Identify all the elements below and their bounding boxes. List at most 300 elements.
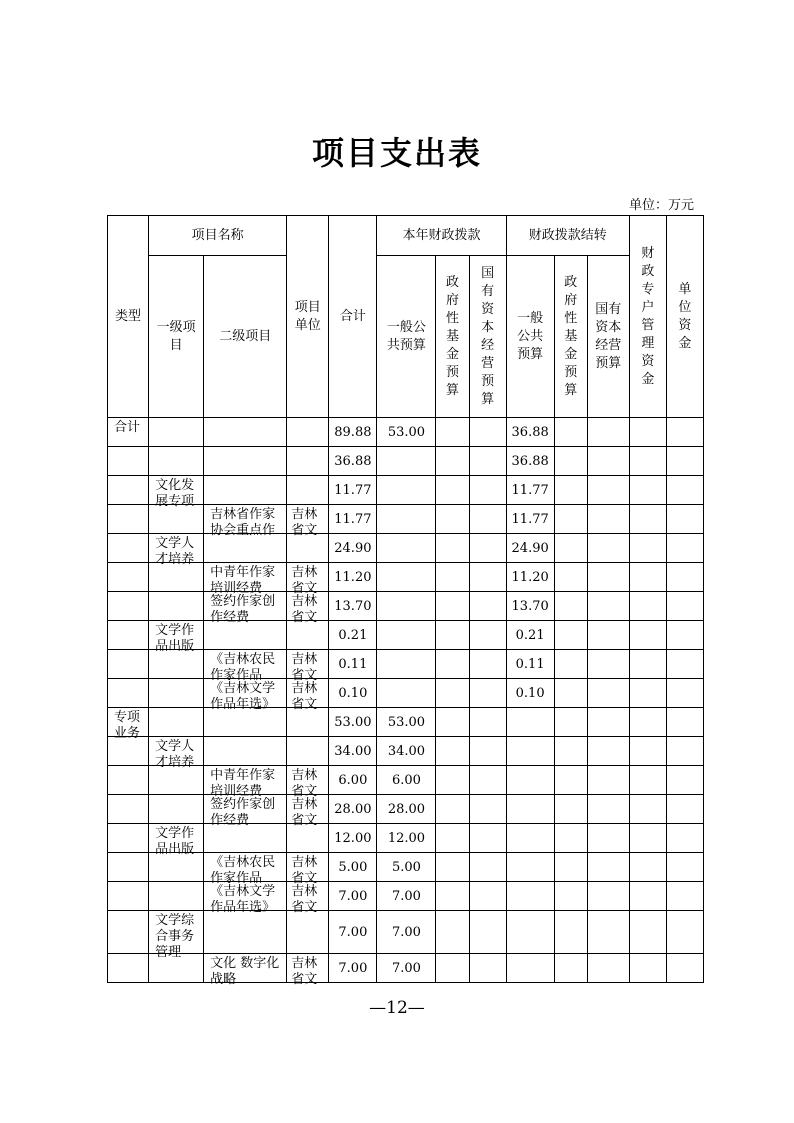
cell-state-capital bbox=[469, 679, 506, 708]
cell-carry-gov-fund bbox=[554, 954, 587, 983]
cell-general-budget bbox=[377, 679, 436, 708]
cell-unit-text bbox=[291, 449, 328, 473]
cell-general-budget bbox=[377, 476, 436, 505]
cell-level2 bbox=[204, 476, 287, 505]
cell-unit-fund bbox=[666, 911, 703, 954]
cell-general-budget bbox=[377, 505, 436, 534]
cell-gov-fund bbox=[436, 447, 469, 476]
cell-carry-gov-fund bbox=[554, 795, 587, 824]
cell-type bbox=[108, 476, 149, 505]
cell-unit-text: 吉林省文 bbox=[291, 594, 318, 625]
cell-unit-fund bbox=[666, 737, 703, 766]
cell-total: 11.20 bbox=[329, 563, 377, 592]
cell-unit-fund bbox=[666, 679, 703, 708]
cell-unit bbox=[287, 795, 329, 828]
table-row bbox=[108, 563, 704, 592]
cell-carry-state-capital bbox=[587, 418, 629, 447]
cell-level1-text bbox=[155, 594, 203, 618]
cell-carry-gov-fund bbox=[554, 679, 587, 708]
cell-special-fund bbox=[629, 592, 666, 621]
cell-gov-fund bbox=[436, 563, 469, 592]
cell-carry-state-capital bbox=[587, 954, 629, 983]
table-row bbox=[108, 592, 704, 621]
cell-level2-text bbox=[210, 913, 286, 951]
cell-unit bbox=[287, 853, 329, 886]
cell-general-budget: 53.00 bbox=[377, 708, 436, 737]
cell-carry-general bbox=[506, 824, 554, 853]
cell-carry-state-capital bbox=[587, 882, 629, 911]
cell-level1-text: 文学综合事务管理 bbox=[155, 913, 195, 960]
cell-total: 7.00 bbox=[329, 911, 377, 954]
header-current-year: 本年财政拨款 bbox=[377, 216, 506, 256]
table-row bbox=[108, 737, 704, 766]
cell-type-text bbox=[114, 826, 148, 850]
cell-total: 7.00 bbox=[329, 882, 377, 911]
cell-total: 0.11 bbox=[329, 650, 377, 679]
cell-carry-state-capital bbox=[587, 621, 629, 650]
cell-total: 0.10 bbox=[329, 679, 377, 708]
header-level2: 二级项目 bbox=[204, 256, 287, 418]
project-expenditure-table bbox=[107, 215, 704, 987]
cell-carry-general: 24.90 bbox=[506, 534, 554, 563]
cell-general-budget: 53.00 bbox=[377, 418, 436, 447]
cell-unit bbox=[287, 592, 329, 625]
header-project-name: 项目名称 bbox=[149, 216, 287, 256]
cell-type-text bbox=[114, 507, 148, 531]
cell-total: 11.77 bbox=[329, 505, 377, 534]
cell-level1-text: 文学作品出版 bbox=[155, 623, 195, 654]
cell-unit-fund bbox=[666, 534, 703, 563]
cell-state-capital bbox=[469, 737, 506, 766]
cell-gov-fund bbox=[436, 679, 469, 708]
table-row bbox=[108, 679, 704, 708]
cell-level2-text: 签约作家创作经费 bbox=[210, 594, 276, 625]
cell-state-capital bbox=[469, 534, 506, 563]
cell-type bbox=[108, 911, 149, 954]
cell-carry-general: 36.88 bbox=[506, 447, 554, 476]
cell-level1-text bbox=[155, 855, 203, 879]
table-row bbox=[108, 650, 704, 679]
cell-type-text bbox=[114, 623, 148, 647]
cell-state-capital bbox=[469, 592, 506, 621]
cell-level2-text: 《吉林农民作家作品 bbox=[210, 652, 276, 683]
cell-carry-state-capital bbox=[587, 650, 629, 679]
cell-level2-text: 吉林省作家协会重点作 bbox=[210, 507, 276, 538]
cell-unit-text: 吉林省文 bbox=[291, 884, 318, 915]
cell-special-fund bbox=[629, 650, 666, 679]
cell-state-capital bbox=[469, 708, 506, 737]
cell-general-budget bbox=[377, 650, 436, 679]
cell-level2-text: 《吉林农民作家作品 bbox=[210, 855, 276, 886]
cell-level2-text: 《吉林文学作品年选》 bbox=[210, 681, 276, 712]
table-row bbox=[108, 824, 704, 853]
cell-carry-general bbox=[506, 766, 554, 795]
cell-unit-fund bbox=[666, 621, 703, 650]
cell-carry-gov-fund bbox=[554, 882, 587, 911]
cell-special-fund bbox=[629, 882, 666, 911]
cell-carry-state-capital bbox=[587, 824, 629, 853]
table-row bbox=[108, 476, 704, 505]
cell-type-text bbox=[114, 652, 148, 676]
cell-gov-fund bbox=[436, 853, 469, 882]
cell-level2-text bbox=[210, 449, 286, 473]
cell-special-fund bbox=[629, 737, 666, 766]
table-row bbox=[108, 534, 704, 563]
cell-carry-gov-fund bbox=[554, 650, 587, 679]
cell-type-text bbox=[114, 884, 148, 908]
cell-carry-general: 11.77 bbox=[506, 476, 554, 505]
cell-type bbox=[108, 708, 149, 741]
cell-unit-fund bbox=[666, 882, 703, 911]
page-title: 项目支出表 bbox=[311, 134, 482, 172]
cell-carry-general: 11.20 bbox=[506, 563, 554, 592]
header-general-budget: 一般公共预算 bbox=[377, 256, 436, 418]
cell-special-fund bbox=[629, 418, 666, 447]
cell-carry-state-capital bbox=[587, 476, 629, 505]
cell-general-budget: 7.00 bbox=[377, 882, 436, 911]
cell-carry-general: 0.10 bbox=[506, 679, 554, 708]
cell-unit-fund bbox=[666, 418, 703, 447]
cell-level2-text: 文化 数字化战略 bbox=[210, 956, 280, 987]
cell-level2 bbox=[204, 650, 287, 683]
cell-level1 bbox=[149, 418, 204, 447]
cell-unit-text bbox=[291, 536, 328, 560]
cell-level1 bbox=[149, 679, 204, 708]
cell-general-budget bbox=[377, 592, 436, 621]
cell-gov-fund bbox=[436, 592, 469, 621]
cell-type-text bbox=[114, 956, 148, 980]
table-row bbox=[108, 911, 704, 954]
cell-total: 11.77 bbox=[329, 476, 377, 505]
cell-level2 bbox=[204, 882, 287, 915]
cell-carry-gov-fund bbox=[554, 766, 587, 795]
cell-unit-text bbox=[291, 826, 328, 850]
cell-gov-fund bbox=[436, 737, 469, 766]
cell-level2 bbox=[204, 505, 287, 538]
cell-carry-general: 0.11 bbox=[506, 650, 554, 679]
cell-level1-text bbox=[155, 681, 203, 705]
header-unit-fund: 单位资金 bbox=[666, 216, 703, 418]
cell-type bbox=[108, 505, 149, 534]
cell-level1-text bbox=[155, 768, 203, 792]
cell-level2-text bbox=[210, 536, 286, 560]
table-row bbox=[108, 505, 704, 534]
cell-state-capital bbox=[469, 563, 506, 592]
cell-unit-fund bbox=[666, 824, 703, 853]
cell-unit bbox=[287, 766, 329, 799]
cell-unit bbox=[287, 679, 329, 712]
cell-state-capital bbox=[469, 476, 506, 505]
cell-special-fund bbox=[629, 766, 666, 795]
cell-level1 bbox=[149, 534, 204, 567]
cell-carry-gov-fund bbox=[554, 476, 587, 505]
cell-type-text bbox=[114, 739, 148, 763]
cell-total: 7.00 bbox=[329, 954, 377, 983]
table-row bbox=[108, 708, 704, 737]
cell-total: 28.00 bbox=[329, 795, 377, 824]
header-special-fund: 财政专户管理资金 bbox=[629, 216, 666, 418]
cell-special-fund bbox=[629, 679, 666, 708]
cell-type bbox=[108, 447, 149, 476]
cell-carry-state-capital bbox=[587, 505, 629, 534]
cell-unit bbox=[287, 954, 329, 987]
cell-type-text bbox=[114, 594, 148, 618]
cell-type bbox=[108, 418, 149, 447]
cell-unit bbox=[287, 911, 329, 954]
table-row bbox=[108, 882, 704, 911]
header-project-unit: 项目单位 bbox=[287, 216, 329, 418]
cell-carry-gov-fund bbox=[554, 737, 587, 766]
cell-level2 bbox=[204, 766, 287, 799]
cell-type bbox=[108, 534, 149, 563]
cell-level2-text: 签约作家创作经费 bbox=[210, 797, 276, 828]
cell-carry-gov-fund bbox=[554, 824, 587, 853]
cell-carry-general bbox=[506, 954, 554, 983]
cell-general-budget bbox=[377, 534, 436, 563]
cell-level2 bbox=[204, 737, 287, 766]
cell-general-budget: 6.00 bbox=[377, 766, 436, 795]
cell-level2-text: 《吉林文学作品年选》 bbox=[210, 884, 276, 915]
cell-state-capital bbox=[469, 766, 506, 795]
cell-total: 34.00 bbox=[329, 737, 377, 766]
cell-carry-state-capital bbox=[587, 853, 629, 882]
cell-level1-text: 文化发展专项 bbox=[155, 478, 195, 509]
cell-total: 24.90 bbox=[329, 534, 377, 563]
cell-general-budget bbox=[377, 447, 436, 476]
cell-unit-text: 吉林省文 bbox=[291, 956, 318, 987]
cell-type bbox=[108, 853, 149, 882]
cell-unit-text bbox=[291, 478, 328, 502]
cell-carry-gov-fund bbox=[554, 911, 587, 954]
cell-level1 bbox=[149, 447, 204, 476]
cell-unit-fund bbox=[666, 766, 703, 795]
cell-level1-text: 文学作品出版 bbox=[155, 826, 195, 857]
cell-unit-fund bbox=[666, 708, 703, 737]
cell-type-text bbox=[114, 797, 148, 821]
cell-level2 bbox=[204, 795, 287, 828]
cell-carry-general bbox=[506, 737, 554, 766]
cell-gov-fund bbox=[436, 766, 469, 795]
cell-carry-general bbox=[506, 882, 554, 911]
cell-state-capital bbox=[469, 621, 506, 650]
table-row bbox=[108, 418, 704, 447]
table-row bbox=[108, 853, 704, 882]
cell-carry-state-capital bbox=[587, 708, 629, 737]
cell-carry-state-capital bbox=[587, 679, 629, 708]
cell-type-text bbox=[114, 449, 148, 473]
cell-unit-text: 吉林省文 bbox=[291, 565, 318, 596]
cell-level1 bbox=[149, 708, 204, 737]
cell-type bbox=[108, 795, 149, 824]
cell-level1-text bbox=[155, 710, 203, 734]
cell-special-fund bbox=[629, 447, 666, 476]
cell-total: 89.88 bbox=[329, 418, 377, 447]
cell-level1-text: 文学人才培养 bbox=[155, 536, 195, 567]
cell-carry-state-capital bbox=[587, 447, 629, 476]
cell-unit-text bbox=[291, 739, 328, 763]
cell-unit bbox=[287, 563, 329, 596]
table-row bbox=[108, 954, 704, 983]
cell-type bbox=[108, 824, 149, 853]
header-state-capital: 国有资本经营预算 bbox=[469, 256, 506, 418]
cell-level2-text bbox=[210, 420, 286, 444]
cell-gov-fund bbox=[436, 795, 469, 824]
cell-special-fund bbox=[629, 824, 666, 853]
cell-carry-gov-fund bbox=[554, 708, 587, 737]
cell-carry-state-capital bbox=[587, 592, 629, 621]
cell-total: 53.00 bbox=[329, 708, 377, 737]
table-row bbox=[108, 621, 704, 650]
cell-level1 bbox=[149, 911, 204, 960]
cell-carry-gov-fund bbox=[554, 592, 587, 621]
cell-level2-text bbox=[210, 739, 286, 763]
cell-general-budget: 7.00 bbox=[377, 911, 436, 954]
cell-type bbox=[108, 563, 149, 592]
cell-level1-text: 文学人才培养 bbox=[155, 739, 195, 770]
cell-general-budget: 5.00 bbox=[377, 853, 436, 882]
cell-carry-general bbox=[506, 708, 554, 737]
cell-unit-fund bbox=[666, 563, 703, 592]
cell-unit-fund bbox=[666, 650, 703, 679]
cell-level2 bbox=[204, 592, 287, 625]
cell-level1 bbox=[149, 621, 204, 654]
cell-carry-general: 0.21 bbox=[506, 621, 554, 650]
cell-state-capital bbox=[469, 824, 506, 853]
cell-total: 6.00 bbox=[329, 766, 377, 795]
cell-level2-text bbox=[210, 478, 286, 502]
cell-unit-text bbox=[291, 710, 328, 734]
cell-special-fund bbox=[629, 476, 666, 505]
cell-unit bbox=[287, 650, 329, 683]
cell-gov-fund bbox=[436, 650, 469, 679]
cell-type bbox=[108, 766, 149, 795]
cell-carry-gov-fund bbox=[554, 418, 587, 447]
cell-level2 bbox=[204, 418, 287, 447]
cell-carry-general bbox=[506, 795, 554, 824]
cell-carry-gov-fund bbox=[554, 853, 587, 882]
cell-level2 bbox=[204, 447, 287, 476]
cell-total: 12.00 bbox=[329, 824, 377, 853]
cell-unit-text bbox=[291, 623, 328, 647]
cell-total: 0.21 bbox=[329, 621, 377, 650]
cell-level2 bbox=[204, 853, 287, 886]
cell-gov-fund bbox=[436, 621, 469, 650]
cell-unit-text: 吉林省文 bbox=[291, 855, 318, 886]
table-row bbox=[108, 766, 704, 795]
cell-level1 bbox=[149, 737, 204, 770]
cell-type-text bbox=[114, 478, 148, 502]
cell-carry-state-capital bbox=[587, 795, 629, 824]
header-type: 类型 bbox=[108, 216, 149, 418]
cell-unit-text: 吉林省文 bbox=[291, 507, 318, 538]
cell-unit-fund bbox=[666, 476, 703, 505]
cell-unit-fund bbox=[666, 592, 703, 621]
cell-total: 5.00 bbox=[329, 853, 377, 882]
cell-type bbox=[108, 954, 149, 983]
cell-unit-fund bbox=[666, 795, 703, 824]
cell-level1-text bbox=[155, 797, 203, 821]
header-gov-fund: 政府性基金预算 bbox=[436, 256, 469, 418]
cell-special-fund bbox=[629, 621, 666, 650]
cell-unit-fund bbox=[666, 954, 703, 983]
cell-level2 bbox=[204, 911, 287, 954]
table-row bbox=[108, 795, 704, 824]
cell-unit bbox=[287, 737, 329, 766]
cell-state-capital bbox=[469, 795, 506, 824]
cell-level1-text bbox=[155, 507, 203, 531]
cell-type-text bbox=[114, 855, 148, 879]
page-number: —12— bbox=[369, 998, 425, 1018]
cell-type-text bbox=[114, 565, 148, 589]
cell-carry-general bbox=[506, 911, 554, 954]
cell-gov-fund bbox=[436, 534, 469, 563]
header-carry-gov-fund: 政府性基金预算 bbox=[554, 256, 587, 418]
cell-gov-fund bbox=[436, 954, 469, 983]
cell-unit bbox=[287, 418, 329, 447]
cell-unit-text bbox=[291, 913, 328, 951]
cell-carry-state-capital bbox=[587, 534, 629, 563]
cell-gov-fund bbox=[436, 882, 469, 911]
cell-unit-text: 吉林省文 bbox=[291, 768, 318, 799]
cell-level2 bbox=[204, 563, 287, 596]
cell-type-text: 专项业务 bbox=[114, 710, 141, 741]
cell-level2 bbox=[204, 954, 287, 987]
cell-special-fund bbox=[629, 853, 666, 882]
cell-general-budget: 28.00 bbox=[377, 795, 436, 824]
cell-carry-general: 13.70 bbox=[506, 592, 554, 621]
cell-gov-fund bbox=[436, 708, 469, 737]
cell-special-fund bbox=[629, 563, 666, 592]
header-carryover: 财政拨款结转 bbox=[506, 216, 629, 256]
cell-level2-text: 中青年作家培训经费 bbox=[210, 768, 276, 799]
cell-total: 36.88 bbox=[329, 447, 377, 476]
cell-level2-text: 中青年作家培训经费 bbox=[210, 565, 276, 596]
cell-state-capital bbox=[469, 853, 506, 882]
cell-special-fund bbox=[629, 911, 666, 954]
cell-unit-fund bbox=[666, 505, 703, 534]
cell-level1-text bbox=[155, 420, 203, 444]
cell-type-text bbox=[114, 768, 148, 792]
unit-label: 单位：万元 bbox=[628, 198, 694, 213]
cell-unit bbox=[287, 447, 329, 476]
cell-level1-text bbox=[155, 884, 203, 908]
cell-gov-fund bbox=[436, 476, 469, 505]
cell-carry-state-capital bbox=[587, 737, 629, 766]
cell-level1 bbox=[149, 824, 204, 857]
cell-carry-state-capital bbox=[587, 766, 629, 795]
cell-level1 bbox=[149, 882, 204, 911]
cell-general-budget bbox=[377, 621, 436, 650]
cell-state-capital bbox=[469, 505, 506, 534]
cell-type bbox=[108, 621, 149, 650]
cell-unit bbox=[287, 505, 329, 538]
cell-general-budget bbox=[377, 563, 436, 592]
cell-general-budget: 34.00 bbox=[377, 737, 436, 766]
cell-state-capital bbox=[469, 447, 506, 476]
cell-carry-gov-fund bbox=[554, 534, 587, 563]
cell-unit-fund bbox=[666, 853, 703, 882]
cell-general-budget: 12.00 bbox=[377, 824, 436, 853]
cell-level2-text bbox=[210, 710, 286, 734]
cell-unit-text bbox=[291, 420, 328, 444]
cell-unit-fund bbox=[666, 447, 703, 476]
cell-carry-gov-fund bbox=[554, 621, 587, 650]
cell-type bbox=[108, 679, 149, 708]
cell-level2-text bbox=[210, 623, 286, 647]
cell-carry-general bbox=[506, 853, 554, 882]
cell-carry-state-capital bbox=[587, 563, 629, 592]
cell-type bbox=[108, 592, 149, 621]
